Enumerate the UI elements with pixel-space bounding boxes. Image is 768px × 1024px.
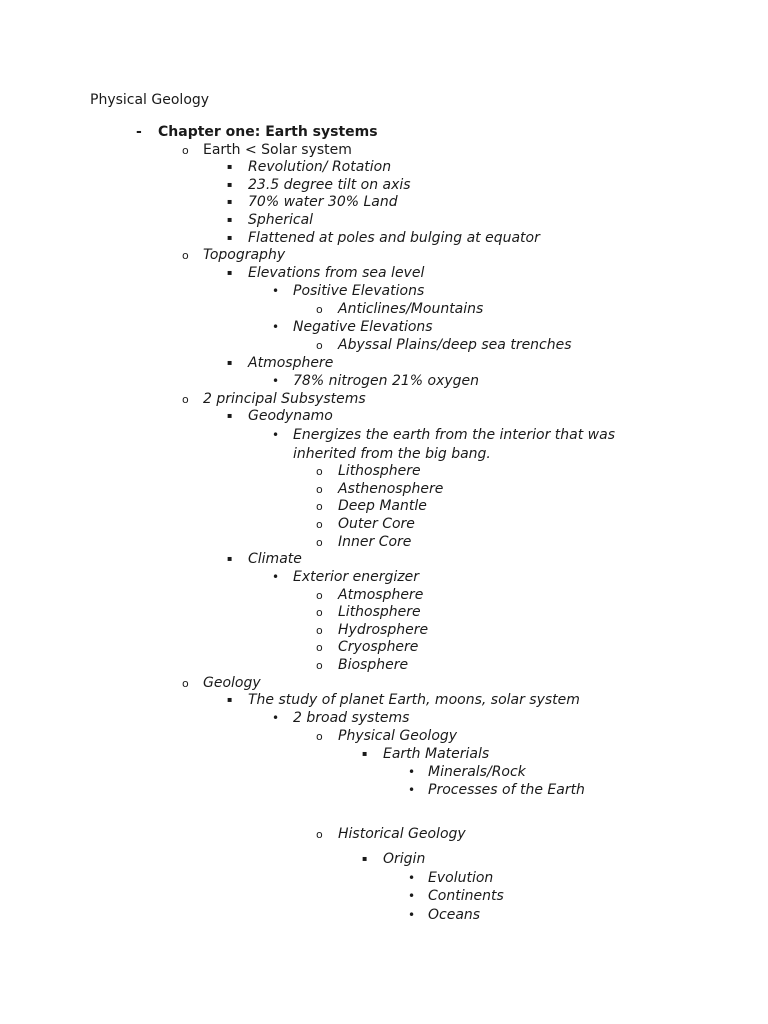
list-item-text: 2 broad systems xyxy=(293,710,410,726)
list-item-text: Evolution xyxy=(428,870,494,886)
document-title: Physical Geology xyxy=(90,92,210,108)
dot-bullet-icon: • xyxy=(408,908,416,922)
square-bullet-icon: ▪ xyxy=(227,695,233,704)
square-bullet-icon: ▪ xyxy=(362,854,368,863)
list-item-text: Positive Elevations xyxy=(293,283,425,299)
list-item-text: Elevations from sea level xyxy=(248,265,425,281)
list-item-text: Climate xyxy=(248,551,302,567)
square-bullet-icon: ▪ xyxy=(227,554,233,563)
circle-bullet-icon: o xyxy=(316,730,323,743)
list-item-text: Negative Elevations xyxy=(293,319,433,335)
list-item-text: Spherical xyxy=(248,212,314,228)
circle-bullet-icon: o xyxy=(316,465,323,478)
dot-bullet-icon: • xyxy=(272,320,280,334)
list-item-text: 78% nitrogen 21% oxygen xyxy=(293,373,480,389)
list-item-text: Energizes the earth from the interior that was inherited from the big bang. xyxy=(293,427,616,462)
circle-bullet-icon: o xyxy=(316,624,323,637)
list-item-text: Abyssal Plains/deep sea trenches xyxy=(338,337,572,353)
circle-bullet-icon: o xyxy=(316,483,323,496)
dot-bullet-icon: • xyxy=(408,783,416,797)
list-item-text: Earth Materials xyxy=(383,746,490,762)
square-bullet-icon: ▪ xyxy=(227,162,233,171)
square-bullet-icon: ▪ xyxy=(227,197,233,206)
list-item-text: Processes of the Earth xyxy=(428,782,585,798)
square-bullet-icon: ▪ xyxy=(227,233,233,242)
square-bullet-icon: ▪ xyxy=(227,411,233,420)
circle-bullet-icon: o xyxy=(182,677,189,690)
dot-bullet-icon: • xyxy=(272,428,280,442)
circle-bullet-icon: o xyxy=(316,536,323,549)
circle-bullet-icon: o xyxy=(316,589,323,602)
list-item-text: Geodynamo xyxy=(248,408,333,424)
square-bullet-icon: ▪ xyxy=(227,268,233,277)
list-item-text: Continents xyxy=(428,888,504,904)
list-item-text: Lithosphere xyxy=(338,463,421,479)
list-item-text: Biosphere xyxy=(338,657,409,673)
dot-bullet-icon: • xyxy=(272,711,280,725)
list-item-text: Cryosphere xyxy=(338,639,419,655)
list-item-text: Physical Geology xyxy=(338,728,458,744)
list-item-text: 2 principal Subsystems xyxy=(203,391,366,407)
list-item-text: Origin xyxy=(383,851,426,867)
square-bullet-icon: ▪ xyxy=(362,749,368,758)
list-item-text: Atmosphere xyxy=(338,587,424,603)
circle-bullet-icon: o xyxy=(182,249,189,262)
circle-bullet-icon: o xyxy=(316,303,323,316)
circle-bullet-icon: o xyxy=(182,144,189,157)
list-item-text: Atmosphere xyxy=(248,355,334,371)
circle-bullet-icon: o xyxy=(316,641,323,654)
list-item-text: Chapter one: Earth systems xyxy=(158,124,378,140)
square-bullet-icon: ▪ xyxy=(227,215,233,224)
list-item-text: Revolution/ Rotation xyxy=(248,159,392,175)
circle-bullet-icon: o xyxy=(316,518,323,531)
list-item-text: Topography xyxy=(203,247,286,263)
circle-bullet-icon: o xyxy=(316,659,323,672)
dot-bullet-icon: • xyxy=(408,871,416,885)
dot-bullet-icon: • xyxy=(272,374,280,388)
list-item-text: Hydrosphere xyxy=(338,622,429,638)
list-item-text: The study of planet Earth, moons, solar system xyxy=(248,692,580,708)
dot-bullet-icon: • xyxy=(408,765,416,779)
list-item-text: Inner Core xyxy=(338,534,412,550)
square-bullet-icon: ▪ xyxy=(227,180,233,189)
circle-bullet-icon: o xyxy=(316,339,323,352)
list-item-text: Historical Geology xyxy=(338,826,466,842)
square-bullet-icon: ▪ xyxy=(227,358,233,367)
dot-bullet-icon: • xyxy=(272,284,280,298)
list-item-text: 23.5 degree tilt on axis xyxy=(248,177,411,193)
circle-bullet-icon: o xyxy=(316,606,323,619)
dot-bullet-icon: • xyxy=(408,889,416,903)
dot-bullet-icon: • xyxy=(272,570,280,584)
list-item-text: Asthenosphere xyxy=(338,481,444,497)
circle-bullet-icon: o xyxy=(316,500,323,513)
list-item-text: Oceans xyxy=(428,907,481,923)
list-item-text: Anticlines/Mountains xyxy=(338,301,484,317)
list-item-text: Lithosphere xyxy=(338,604,421,620)
list-item-text: Flattened at poles and bulging at equator xyxy=(248,230,540,246)
list-item-text: Deep Mantle xyxy=(338,498,427,514)
list-item-text: Geology xyxy=(203,675,261,691)
list-item-text: Earth < Solar system xyxy=(203,142,352,158)
circle-bullet-icon: o xyxy=(316,828,323,841)
dash-bullet-icon: - xyxy=(136,124,142,140)
list-item-text: 70% water 30% Land xyxy=(248,194,398,210)
list-item-text: Exterior energizer xyxy=(293,569,419,585)
circle-bullet-icon: o xyxy=(182,393,189,406)
list-item-text: Outer Core xyxy=(338,516,415,532)
list-item-text: Minerals/Rock xyxy=(428,764,526,780)
